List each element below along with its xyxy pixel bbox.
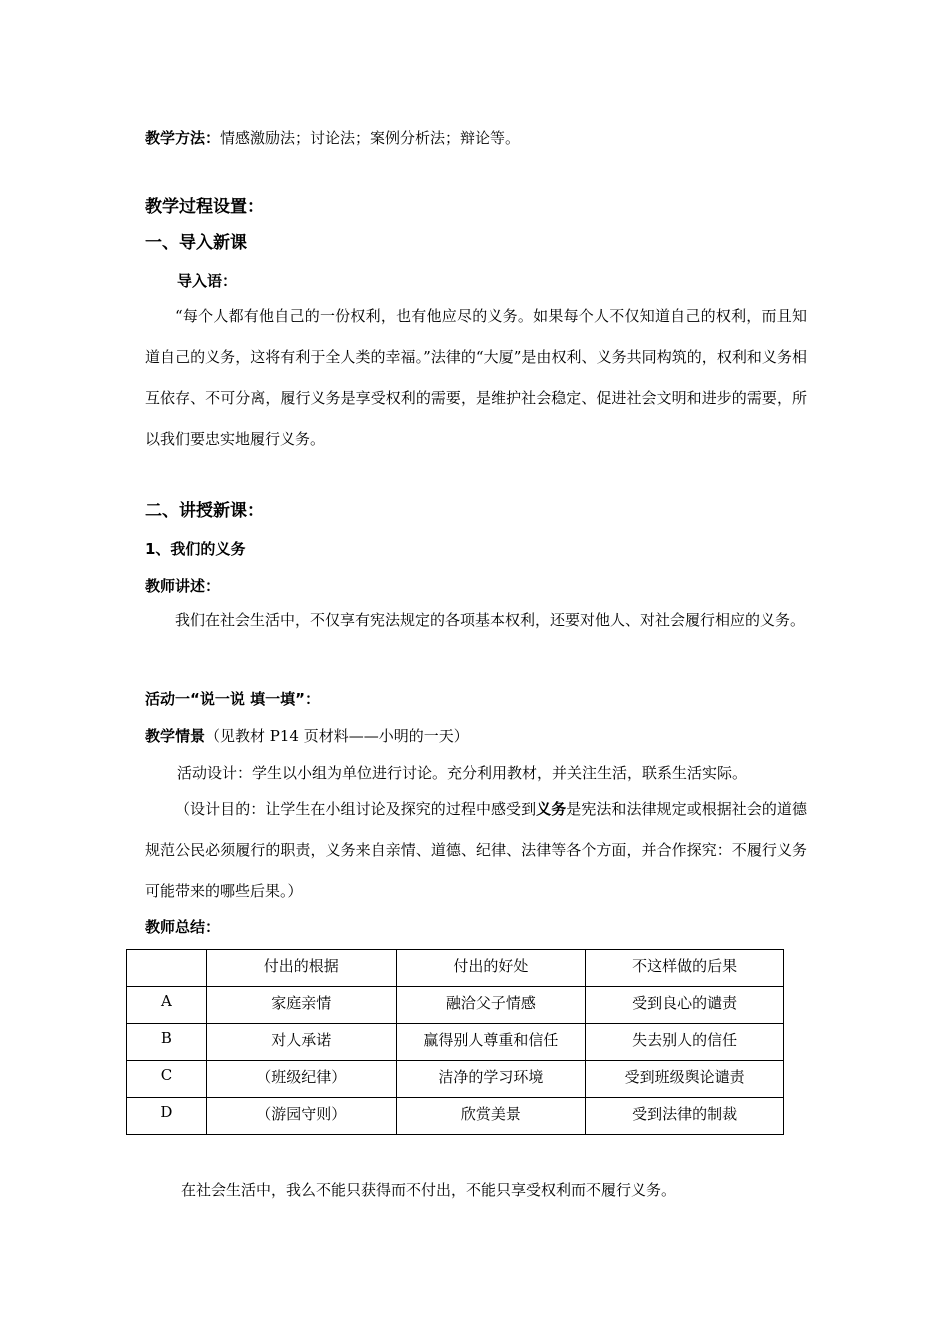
activity-design: 活动设计：学生以小组为单位进行讨论。充分利用教材，并关注生活，联系生活实际。 xyxy=(177,764,748,782)
teaching-methods-line xyxy=(145,128,520,148)
teacher-narration-paragraph: 我们在社会生活中，不仅享有宪法规定的各项基本权利，还要对他人、对社会履行相应的义务。 xyxy=(175,611,806,629)
table-row xyxy=(127,1024,784,1061)
purpose-keyword-duty: 义务 xyxy=(536,800,567,818)
summary-table xyxy=(126,949,784,1135)
table-header-cell xyxy=(127,950,207,987)
design-purpose-paragraph xyxy=(145,789,807,912)
table-cell: B xyxy=(127,1024,207,1061)
table-cell: （游园守则） xyxy=(206,1098,396,1135)
intro-paragraph: “每个人都有他自己的一份权利，也有他应尽的义务。如果每个人不仅知道自己的权利，而且知道自己的义务，这将有利于全人类的幸福。”法律的“大厦”是由权利、义务共同构筑的，权利和义务相互依存、不可分离，履行义务是享受权利的需要，是维护社会稳定、促进社会文明和进步的需要，所以我们要忠实地履行义务。 xyxy=(145,307,807,448)
table-cell: （班级纪律） xyxy=(206,1061,396,1098)
table-cell: 失去别人的信任 xyxy=(586,1024,784,1061)
section2-title: 二、讲授新课： xyxy=(145,501,264,521)
teaching-methods-label: 教学方法： xyxy=(145,129,221,147)
table-cell: C xyxy=(127,1061,207,1098)
teacher-summary-label: 教师总结： xyxy=(145,918,221,936)
intro-label: 导入语： xyxy=(177,272,238,290)
table-row xyxy=(127,1061,784,1098)
table-cell: 赢得别人尊重和信任 xyxy=(396,1024,586,1061)
purpose-text-start: （设计目的：让学生在小组讨论及探究的过程中感受到 xyxy=(175,800,537,818)
table-header-cell: 不这样做的后果 xyxy=(586,950,784,987)
table-row xyxy=(127,987,784,1024)
section1-title: 一、导入新课 xyxy=(145,233,247,253)
process-title: 教学过程设置： xyxy=(145,197,264,217)
situation-text: （见教材 P14 页材料——小明的一天） xyxy=(205,727,469,745)
table-header-cell: 付出的好处 xyxy=(396,950,586,987)
teacher-narration-label: 教师讲述： xyxy=(145,577,221,595)
subsection-our-duties: 1、我们的义务 xyxy=(145,540,246,558)
table-cell: 融洽父子情感 xyxy=(396,987,586,1024)
table-cell: 受到班级舆论谴责 xyxy=(586,1061,784,1098)
table-cell: 欣赏美景 xyxy=(396,1098,586,1135)
conclusion-sentence: 在社会生活中，我么不能只获得而不付出，不能只享受权利而不履行义务。 xyxy=(181,1181,677,1199)
situation-label: 教学情景 xyxy=(145,727,206,745)
table-cell: 受到法律的制裁 xyxy=(586,1098,784,1135)
table-cell: 洁净的学习环境 xyxy=(396,1061,586,1098)
purpose-text-end: 是宪法和法律规定或根据社会的道德规范公民必须履行的职责，义务来自亲情、道德、纪律、法律等各个方面，并合作探究：不履行义务可能带来的哪些后果。） xyxy=(145,800,807,900)
table-cell: A xyxy=(127,987,207,1024)
table-header-cell: 付出的根据 xyxy=(206,950,396,987)
table-cell: 家庭亲情 xyxy=(206,987,396,1024)
activity-title: 活动一“说一说 填一填”： xyxy=(145,690,320,708)
situation-line xyxy=(145,726,469,746)
table-row xyxy=(127,1098,784,1135)
teaching-methods-text: 情感激励法；讨论法；案例分析法；辩论等。 xyxy=(220,129,521,147)
table-cell: 受到良心的谴责 xyxy=(586,987,784,1024)
table-header-row xyxy=(127,950,784,987)
table-cell: D xyxy=(127,1098,207,1135)
table-cell: 对人承诺 xyxy=(206,1024,396,1061)
